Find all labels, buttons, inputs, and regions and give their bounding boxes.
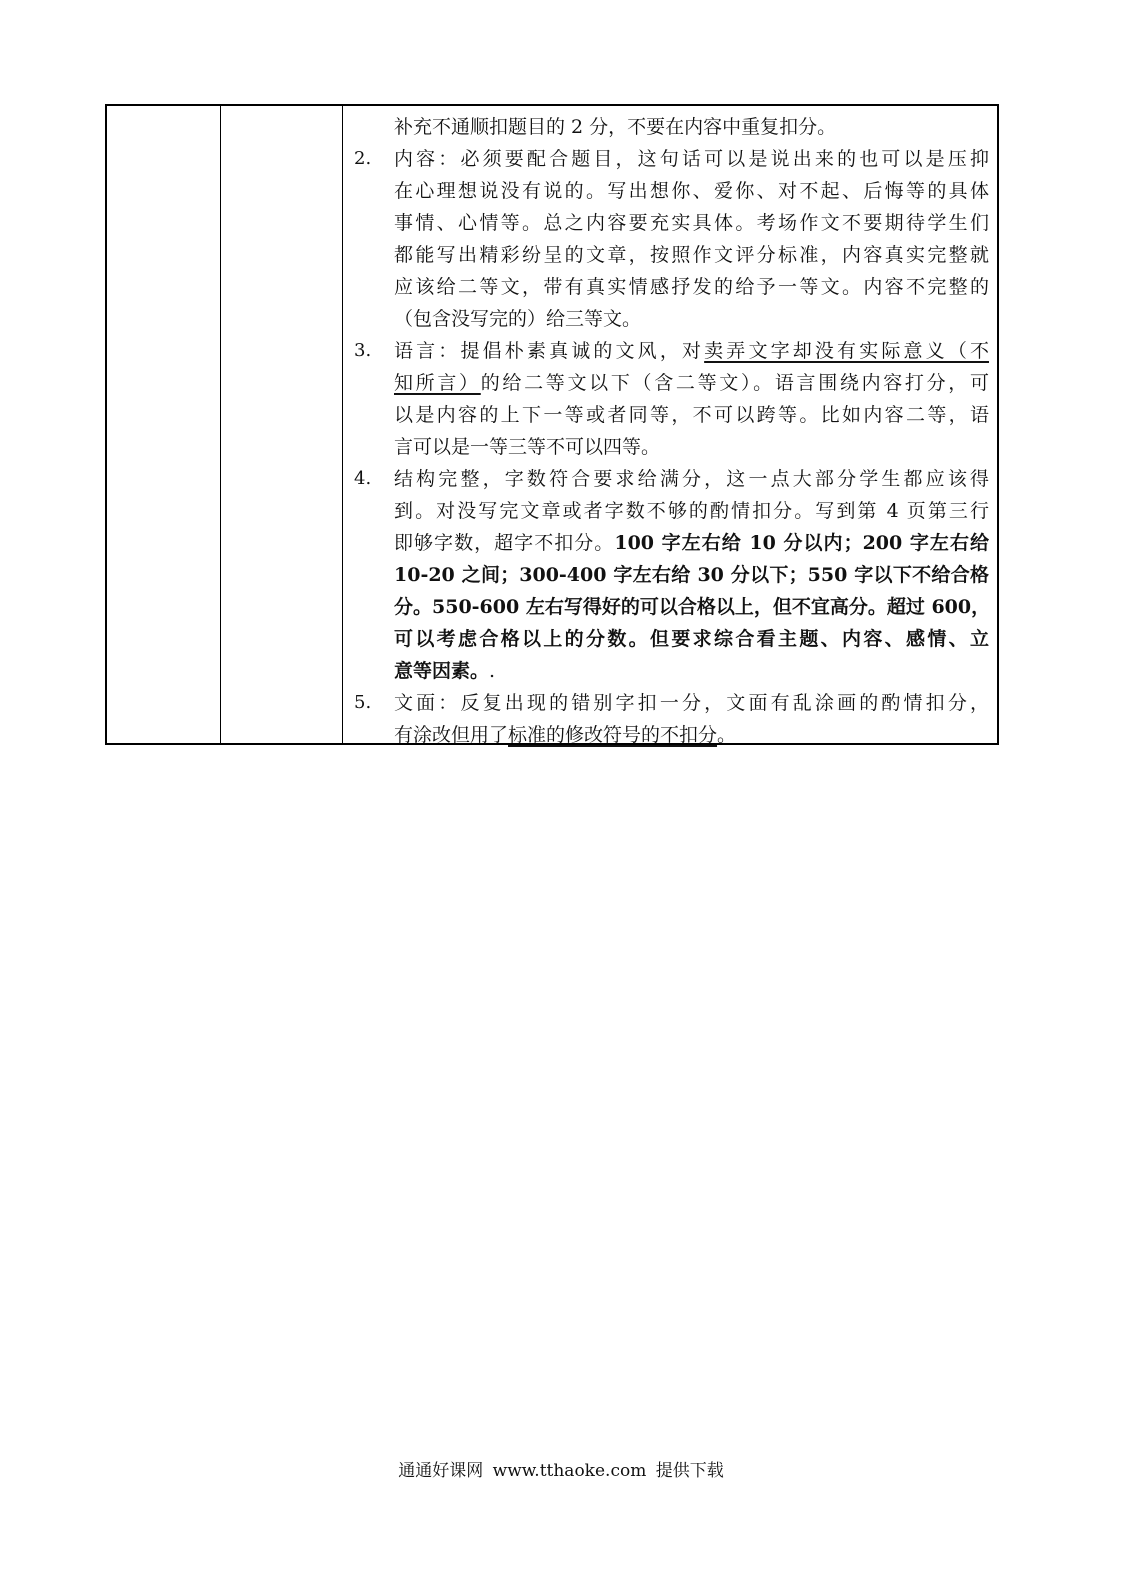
text-segment: 在心理想说没有说的。写出想你、爱你、对不起、后悔等的具体 xyxy=(394,180,989,202)
criteria-line xyxy=(394,175,989,207)
text-segment: 应该给二等文，带有真实情感抒发的给予一等文。内容不完整的 xyxy=(394,276,989,298)
criteria-line xyxy=(394,431,989,463)
criteria-line xyxy=(394,271,989,303)
criteria-line xyxy=(394,367,989,399)
text-segment: 结构完整，字数符合要求给满分，这一点大部分学生都应该得 xyxy=(394,468,989,490)
criteria-line xyxy=(394,495,989,527)
criteria-line xyxy=(394,591,989,623)
criteria-line xyxy=(394,239,989,271)
criteria-number: 5. xyxy=(354,692,372,713)
bold-text: 10-20 之间；300-400 字左右给 30 分以下；550 字以下不给合格 xyxy=(394,564,989,586)
criteria-line xyxy=(394,527,989,559)
scoring-table xyxy=(105,104,999,745)
criteria-line xyxy=(394,719,989,751)
text-segment: 到。对没写完文章或者字数不够的酌情扣分。写到第 4 页第三行 xyxy=(394,500,989,522)
text-segment: （包含没写完的）给三等文。 xyxy=(394,308,642,330)
criteria-line xyxy=(394,335,989,367)
text-segment: 内容：必须要配合题目，这句话可以是说出来的也可以是压抑 xyxy=(394,148,989,170)
text-segment: . xyxy=(489,660,496,682)
criteria-line xyxy=(394,687,989,719)
criteria-line xyxy=(394,111,989,143)
page-footer: 通通好课网 www.tthaoke.com 提供下载 xyxy=(398,1461,724,1481)
criteria-number: 4. xyxy=(354,468,372,489)
text-segment: 的给二等文以下（含二等文）。语言围绕内容打分，可 xyxy=(480,372,989,394)
bold-text: 100 字左右给 10 分以内；200 字左右给 xyxy=(614,532,989,554)
underlined-text: 标准的修改符号的不扣分 xyxy=(508,724,718,746)
criteria-line xyxy=(394,143,989,175)
table-column-divider xyxy=(342,106,343,743)
table-column-divider xyxy=(220,106,221,743)
underlined-text: 卖弄文字却没有实际意义（不 xyxy=(704,340,989,362)
criteria-line xyxy=(394,559,989,591)
bold-text: 可以考虑合格以上的分数。但要求综合看主题、内容、感情、立 xyxy=(394,628,989,650)
criteria-number: 2. xyxy=(354,148,372,169)
criteria-line xyxy=(394,463,989,495)
criteria-number: 3. xyxy=(354,340,372,361)
text-segment: 有涂改但用了 xyxy=(394,724,509,746)
criteria-line xyxy=(394,623,989,655)
criteria-line xyxy=(394,655,989,687)
text-segment: 。 xyxy=(717,724,737,746)
criteria-line xyxy=(394,207,989,239)
text-segment: 补充不通顺扣题目的 2 分，不要在内容中重复扣分。 xyxy=(394,116,837,138)
scoring-criteria-cell xyxy=(344,106,991,746)
text-segment: 文面：反复出现的错别字扣一分，文面有乱涂画的酌情扣分， xyxy=(394,692,989,714)
text-segment: 言可以是一等三等不可以四等。 xyxy=(394,436,661,458)
criteria-line xyxy=(394,303,989,335)
bold-text: 分。550-600 左右写得好的可以合格以上，但不宜高分。超过 600， xyxy=(394,596,991,618)
text-segment: 事情、心情等。总之内容要充实具体。考场作文不要期待学生们 xyxy=(394,212,989,234)
text-segment: 即够字数，超字不扣分。 xyxy=(394,532,615,554)
bold-text: 意等因素。 xyxy=(394,660,490,682)
criteria-line xyxy=(394,399,989,431)
underlined-text: 知所言） xyxy=(394,372,481,394)
text-segment: 都能写出精彩纷呈的文章，按照作文评分标准，内容真实完整就 xyxy=(394,244,989,266)
text-segment: 语言：提倡朴素真诚的文风，对 xyxy=(394,340,705,362)
text-segment: 以是内容的上下一等或者同等，不可以跨等。比如内容二等，语 xyxy=(394,404,989,426)
